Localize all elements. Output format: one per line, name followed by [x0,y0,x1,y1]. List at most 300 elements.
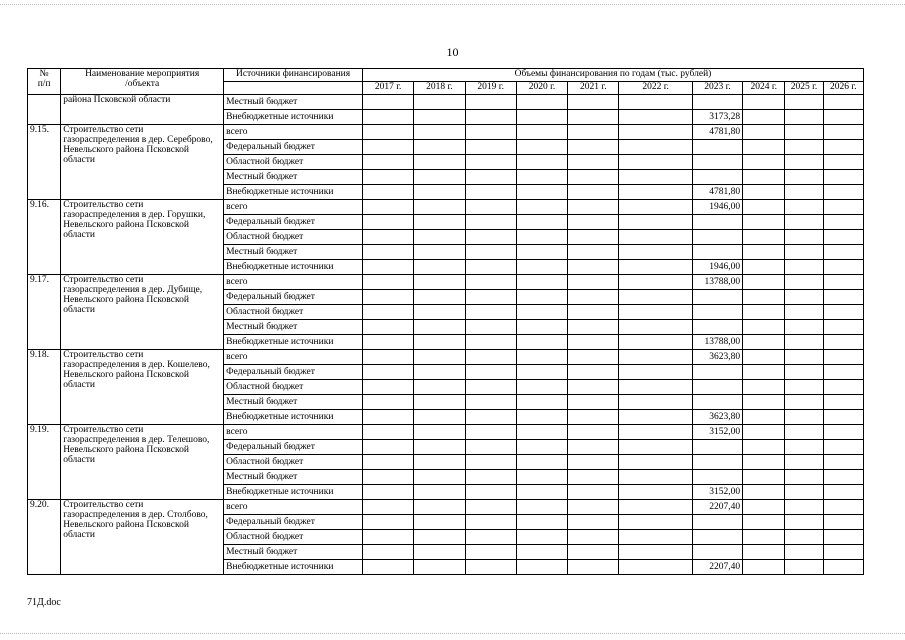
value-cell [568,290,619,305]
header-volumes: Объемы финансирования по годам (тыс. рублей) [362,69,863,82]
value-cell [362,215,413,230]
funding-source: всего [224,200,363,215]
value-cell [785,560,823,575]
value-2023: 13788,00 [692,275,742,290]
value-cell [619,95,692,110]
value-cell [743,125,785,140]
value-cell [823,560,863,575]
funding-source: Местный бюджет [224,320,363,335]
funding-source: Местный бюджет [224,470,363,485]
value-cell [785,545,823,560]
value-cell [785,230,823,245]
value-2023: 4781,80 [692,125,742,140]
value-cell [743,290,785,305]
value-cell [743,170,785,185]
value-cell [823,290,863,305]
value-cell [362,305,413,320]
value-cell [743,470,785,485]
value-cell [743,485,785,500]
item-name: Строительство сети газораспределения в дер. Сереброво, Невельского района Псковской области [61,125,224,200]
value-cell [465,245,516,260]
value-cell [568,350,619,365]
funding-source: всего [224,350,363,365]
funding-source: Внебюджетные источники [224,335,363,350]
value-cell [743,410,785,425]
header-year: 2017 г. [362,82,413,95]
value-cell [465,215,516,230]
value-cell [362,545,413,560]
value-cell [516,320,567,335]
value-cell [785,500,823,515]
value-cell [785,350,823,365]
value-2023 [692,290,742,305]
value-2023: 3152,00 [692,425,742,440]
value-cell [823,320,863,335]
value-cell [568,230,619,245]
value-cell [568,155,619,170]
value-2023 [692,515,742,530]
value-cell [568,215,619,230]
funding-source: Областной бюджет [224,230,363,245]
value-cell [568,380,619,395]
value-2023: 3173,28 [692,110,742,125]
value-cell [465,425,516,440]
value-cell [465,125,516,140]
value-cell [823,110,863,125]
value-cell [568,305,619,320]
value-cell [568,425,619,440]
header-source-blank [224,82,363,95]
value-cell [516,395,567,410]
value-cell [743,320,785,335]
funding-source: Внебюджетные источники [224,485,363,500]
value-cell [362,530,413,545]
funding-source: Местный бюджет [224,545,363,560]
value-cell [568,440,619,455]
value-cell [568,275,619,290]
value-cell [568,200,619,215]
value-cell [516,365,567,380]
header-name: Наименование мероприятия /объекта [61,69,224,95]
value-cell [568,485,619,500]
value-cell [465,185,516,200]
value-2023 [692,530,742,545]
value-cell [785,260,823,275]
value-2023: 3623,80 [692,410,742,425]
value-cell [823,365,863,380]
value-2023 [692,215,742,230]
value-cell [568,410,619,425]
value-cell [414,440,465,455]
value-cell [568,455,619,470]
value-cell [823,305,863,320]
value-cell [823,410,863,425]
value-cell [414,515,465,530]
value-cell [743,365,785,380]
value-cell [465,305,516,320]
value-cell [823,260,863,275]
value-cell [362,485,413,500]
funding-source: всего [224,125,363,140]
value-2023: 1946,00 [692,200,742,215]
value-cell [823,455,863,470]
value-cell [516,470,567,485]
value-cell [414,365,465,380]
value-2023 [692,245,742,260]
item-number: 9.17. [28,275,61,350]
value-cell [743,455,785,470]
value-cell [568,530,619,545]
value-cell [823,140,863,155]
value-cell [568,125,619,140]
item-number: 9.19. [28,425,61,500]
value-cell [743,380,785,395]
value-cell [362,200,413,215]
table-row [28,275,864,290]
value-cell [619,260,692,275]
value-cell [568,515,619,530]
funding-source: Местный бюджет [224,395,363,410]
value-2023 [692,305,742,320]
value-cell [619,500,692,515]
value-cell [823,440,863,455]
header-year: 2025 г. [785,82,823,95]
value-cell [465,260,516,275]
value-cell [414,230,465,245]
value-cell [465,380,516,395]
header-source: Источники финансирования [224,69,363,82]
value-cell [516,290,567,305]
value-cell [568,470,619,485]
value-cell [785,290,823,305]
value-cell [743,350,785,365]
value-cell [785,395,823,410]
funding-source: Внебюджетные источники [224,410,363,425]
funding-source: Федеральный бюджет [224,515,363,530]
value-cell [619,470,692,485]
value-cell [823,335,863,350]
value-cell [823,500,863,515]
value-cell [516,425,567,440]
value-cell [465,320,516,335]
value-cell [362,320,413,335]
header-year: 2021 г. [568,82,619,95]
funding-source: Федеральный бюджет [224,215,363,230]
header-year: 2020 г. [516,82,567,95]
value-cell [619,320,692,335]
value-cell [465,140,516,155]
value-cell [362,140,413,155]
value-cell [823,170,863,185]
item-name: Строительство сети газораспределения в дер. Столбово, Невельского района Псковской области [61,500,224,575]
value-cell [619,455,692,470]
value-cell [516,545,567,560]
value-cell [362,290,413,305]
value-cell [465,110,516,125]
value-cell [465,335,516,350]
value-cell [516,410,567,425]
value-cell [568,395,619,410]
value-cell [619,275,692,290]
value-cell [465,365,516,380]
value-cell [743,260,785,275]
value-cell [362,245,413,260]
value-cell [743,200,785,215]
value-cell [414,455,465,470]
value-cell [785,95,823,110]
value-cell [568,185,619,200]
value-cell [823,395,863,410]
value-cell [414,560,465,575]
item-name: Строительство сети газораспределения в дер. Дубище, Невельского района Псковской области [61,275,224,350]
item-number: 9.15. [28,125,61,200]
value-cell [414,410,465,425]
value-cell [516,140,567,155]
value-cell [414,320,465,335]
item-name: района Псковской области [61,95,224,125]
table-row [28,95,864,110]
item-number: 9.18. [28,350,61,425]
value-cell [414,260,465,275]
value-cell [362,275,413,290]
value-cell [619,305,692,320]
value-cell [619,425,692,440]
value-cell [414,215,465,230]
value-cell [823,215,863,230]
value-cell [465,200,516,215]
value-cell [619,290,692,305]
value-cell [619,215,692,230]
value-2023 [692,545,742,560]
item-number: 9.16. [28,200,61,275]
value-cell [516,530,567,545]
funding-source: Федеральный бюджет [224,440,363,455]
value-cell [823,515,863,530]
value-cell [414,545,465,560]
value-cell [823,200,863,215]
value-cell [516,155,567,170]
value-cell [619,185,692,200]
value-cell [568,170,619,185]
value-2023 [692,365,742,380]
value-cell [785,275,823,290]
value-cell [785,245,823,260]
value-cell [619,485,692,500]
value-cell [516,335,567,350]
funding-source: Областной бюджет [224,530,363,545]
value-cell [619,395,692,410]
value-cell [619,530,692,545]
value-cell [568,245,619,260]
page-number: 10 [446,45,459,59]
value-cell [516,170,567,185]
funding-source: всего [224,275,363,290]
value-2023 [692,155,742,170]
value-cell [465,275,516,290]
value-2023: 2207,40 [692,500,742,515]
value-cell [743,230,785,245]
value-cell [516,260,567,275]
value-cell [785,440,823,455]
value-cell [743,305,785,320]
value-cell [465,395,516,410]
value-cell [516,455,567,470]
value-cell [743,335,785,350]
value-2023: 4781,80 [692,185,742,200]
value-cell [785,485,823,500]
value-cell [465,530,516,545]
header-year: 2019 г. [465,82,516,95]
value-cell [568,365,619,380]
value-2023 [692,470,742,485]
value-2023 [692,230,742,245]
value-cell [823,125,863,140]
value-cell [516,275,567,290]
value-cell [362,380,413,395]
value-cell [414,530,465,545]
value-cell [362,500,413,515]
value-cell [516,500,567,515]
value-cell [414,350,465,365]
value-cell [414,95,465,110]
value-cell [516,485,567,500]
value-cell [743,500,785,515]
value-cell [362,470,413,485]
value-cell [362,425,413,440]
value-cell [823,380,863,395]
header-year: 2022 г. [619,82,692,95]
value-cell [414,110,465,125]
value-cell [785,530,823,545]
value-cell [785,380,823,395]
value-cell [619,110,692,125]
header-year: 2018 г. [414,82,465,95]
value-cell [414,395,465,410]
value-cell [414,275,465,290]
value-cell [823,185,863,200]
value-cell [414,245,465,260]
value-cell [516,185,567,200]
value-cell [743,140,785,155]
value-cell [743,110,785,125]
table-row [28,500,864,515]
value-cell [516,380,567,395]
value-cell [414,485,465,500]
value-cell [568,560,619,575]
value-cell [823,230,863,245]
value-cell [568,500,619,515]
value-cell [414,125,465,140]
value-cell [516,515,567,530]
value-cell [619,200,692,215]
funding-source: Местный бюджет [224,170,363,185]
value-cell [362,170,413,185]
value-cell [785,305,823,320]
value-cell [743,530,785,545]
value-2023: 1946,00 [692,260,742,275]
funding-source: Областной бюджет [224,380,363,395]
value-cell [619,515,692,530]
value-cell [362,335,413,350]
value-cell [743,215,785,230]
value-cell [362,110,413,125]
value-2023: 3623,80 [692,350,742,365]
value-cell [823,155,863,170]
value-cell [362,125,413,140]
value-cell [465,440,516,455]
value-cell [823,425,863,440]
value-2023 [692,395,742,410]
value-cell [743,515,785,530]
value-cell [465,170,516,185]
value-cell [785,515,823,530]
value-cell [362,410,413,425]
value-2023 [692,170,742,185]
funding-source: Местный бюджет [224,95,363,110]
value-cell [823,350,863,365]
value-cell [362,515,413,530]
value-cell [414,425,465,440]
funding-source: Областной бюджет [224,455,363,470]
value-2023 [692,455,742,470]
funding-source: Внебюджетные источники [224,110,363,125]
funding-source: всего [224,500,363,515]
funding-source: Федеральный бюджет [224,365,363,380]
funding-source: Внебюджетные источники [224,560,363,575]
value-cell [362,230,413,245]
value-cell [414,290,465,305]
value-cell [743,155,785,170]
value-cell [785,455,823,470]
item-name: Строительство сети газораспределения в дер. Горушки, Невельского района Псковской области [61,200,224,275]
value-cell [516,95,567,110]
value-cell [785,200,823,215]
value-cell [743,440,785,455]
table-row [28,125,864,140]
value-cell [362,455,413,470]
value-cell [743,185,785,200]
value-cell [568,335,619,350]
value-cell [743,560,785,575]
value-cell [823,470,863,485]
value-cell [785,320,823,335]
value-cell [414,200,465,215]
funding-source: Внебюджетные источники [224,260,363,275]
value-cell [516,440,567,455]
value-cell [516,125,567,140]
value-cell [619,440,692,455]
value-cell [362,185,413,200]
header-year: 2026 г. [823,82,863,95]
value-cell [619,545,692,560]
value-cell [516,230,567,245]
value-cell [743,95,785,110]
value-cell [619,230,692,245]
value-cell [465,455,516,470]
value-cell [414,500,465,515]
value-cell [362,155,413,170]
value-cell [619,335,692,350]
value-cell [414,305,465,320]
value-cell [465,560,516,575]
header-year: 2024 г. [743,82,785,95]
value-cell [743,425,785,440]
value-cell [785,155,823,170]
value-cell [465,470,516,485]
value-2023 [692,95,742,110]
value-cell [619,365,692,380]
value-cell [619,125,692,140]
